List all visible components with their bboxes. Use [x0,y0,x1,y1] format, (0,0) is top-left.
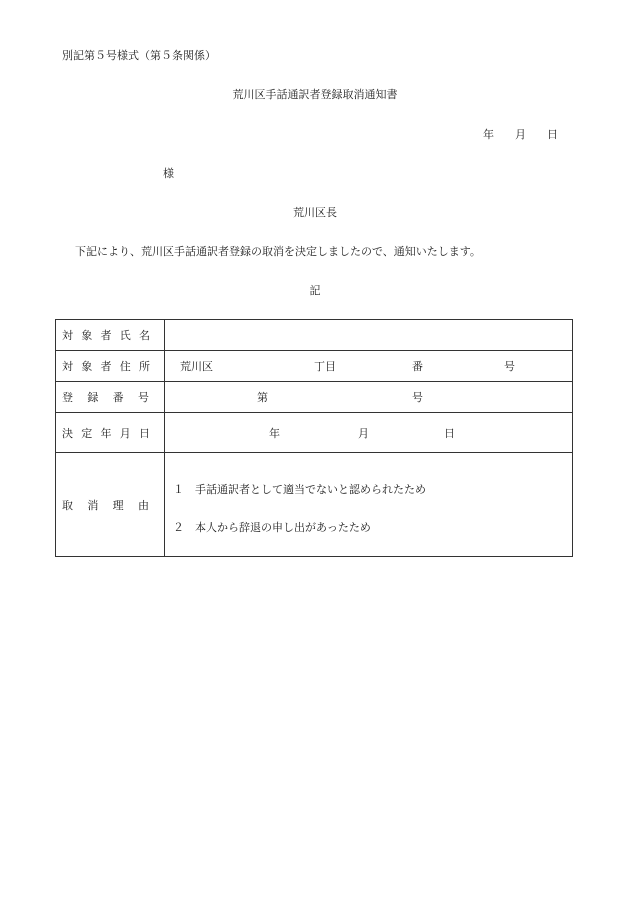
address-ban: 番 [412,360,423,373]
table-row-reg-number [56,382,573,413]
date-month: 月 [515,128,526,141]
address-go: 号 [504,360,515,373]
decision-year: 年 [269,426,280,440]
value-reason [165,453,573,557]
table-row-name [56,320,573,351]
reg-dai: 第 [257,391,268,404]
table-row-decision-date [56,413,573,453]
address-ward: 荒川区 [180,360,213,373]
label-address: 対 象 者 住 所 [56,351,165,382]
addressee-suffix: 様 [163,167,174,180]
form-number: 別記第５号様式（第５条関係） [62,49,216,62]
body-text: 下記により、荒川区手話通訳者登録の取消を決定しましたので、通知いたします。 [75,245,481,258]
info-table [55,319,573,557]
address-chome: 丁目 [314,360,336,373]
table-row-address [56,351,573,382]
date-year: 年 [483,128,494,141]
issuer: 荒川区長 [293,206,337,219]
value-name[interactable] [165,320,573,351]
ki-label: 記 [309,284,321,297]
table-row-reason [56,453,573,557]
value-decision-date[interactable] [165,413,573,453]
label-name: 対 象 者 氏 名 [56,320,165,351]
document-title: 荒川区手話通訳者登録取消通知書 [232,88,398,101]
date-line [483,129,558,140]
label-reason: 取 消 理 由 [56,453,165,557]
decision-day: 日 [444,426,455,440]
reg-go: 号 [412,391,423,404]
decision-month: 月 [358,426,369,440]
reason-option-2[interactable]: ２ 本人から辞退の申し出があったため [173,521,371,534]
value-address[interactable] [165,351,573,382]
value-reg-number[interactable] [165,382,573,413]
reason-option-1[interactable]: １ 手話通訳者として適当でないと認められたため [173,483,426,496]
label-reg-number: 登 録 番 号 [56,382,165,413]
date-day: 日 [547,128,558,141]
label-decision-date: 決 定 年 月 日 [56,413,165,453]
